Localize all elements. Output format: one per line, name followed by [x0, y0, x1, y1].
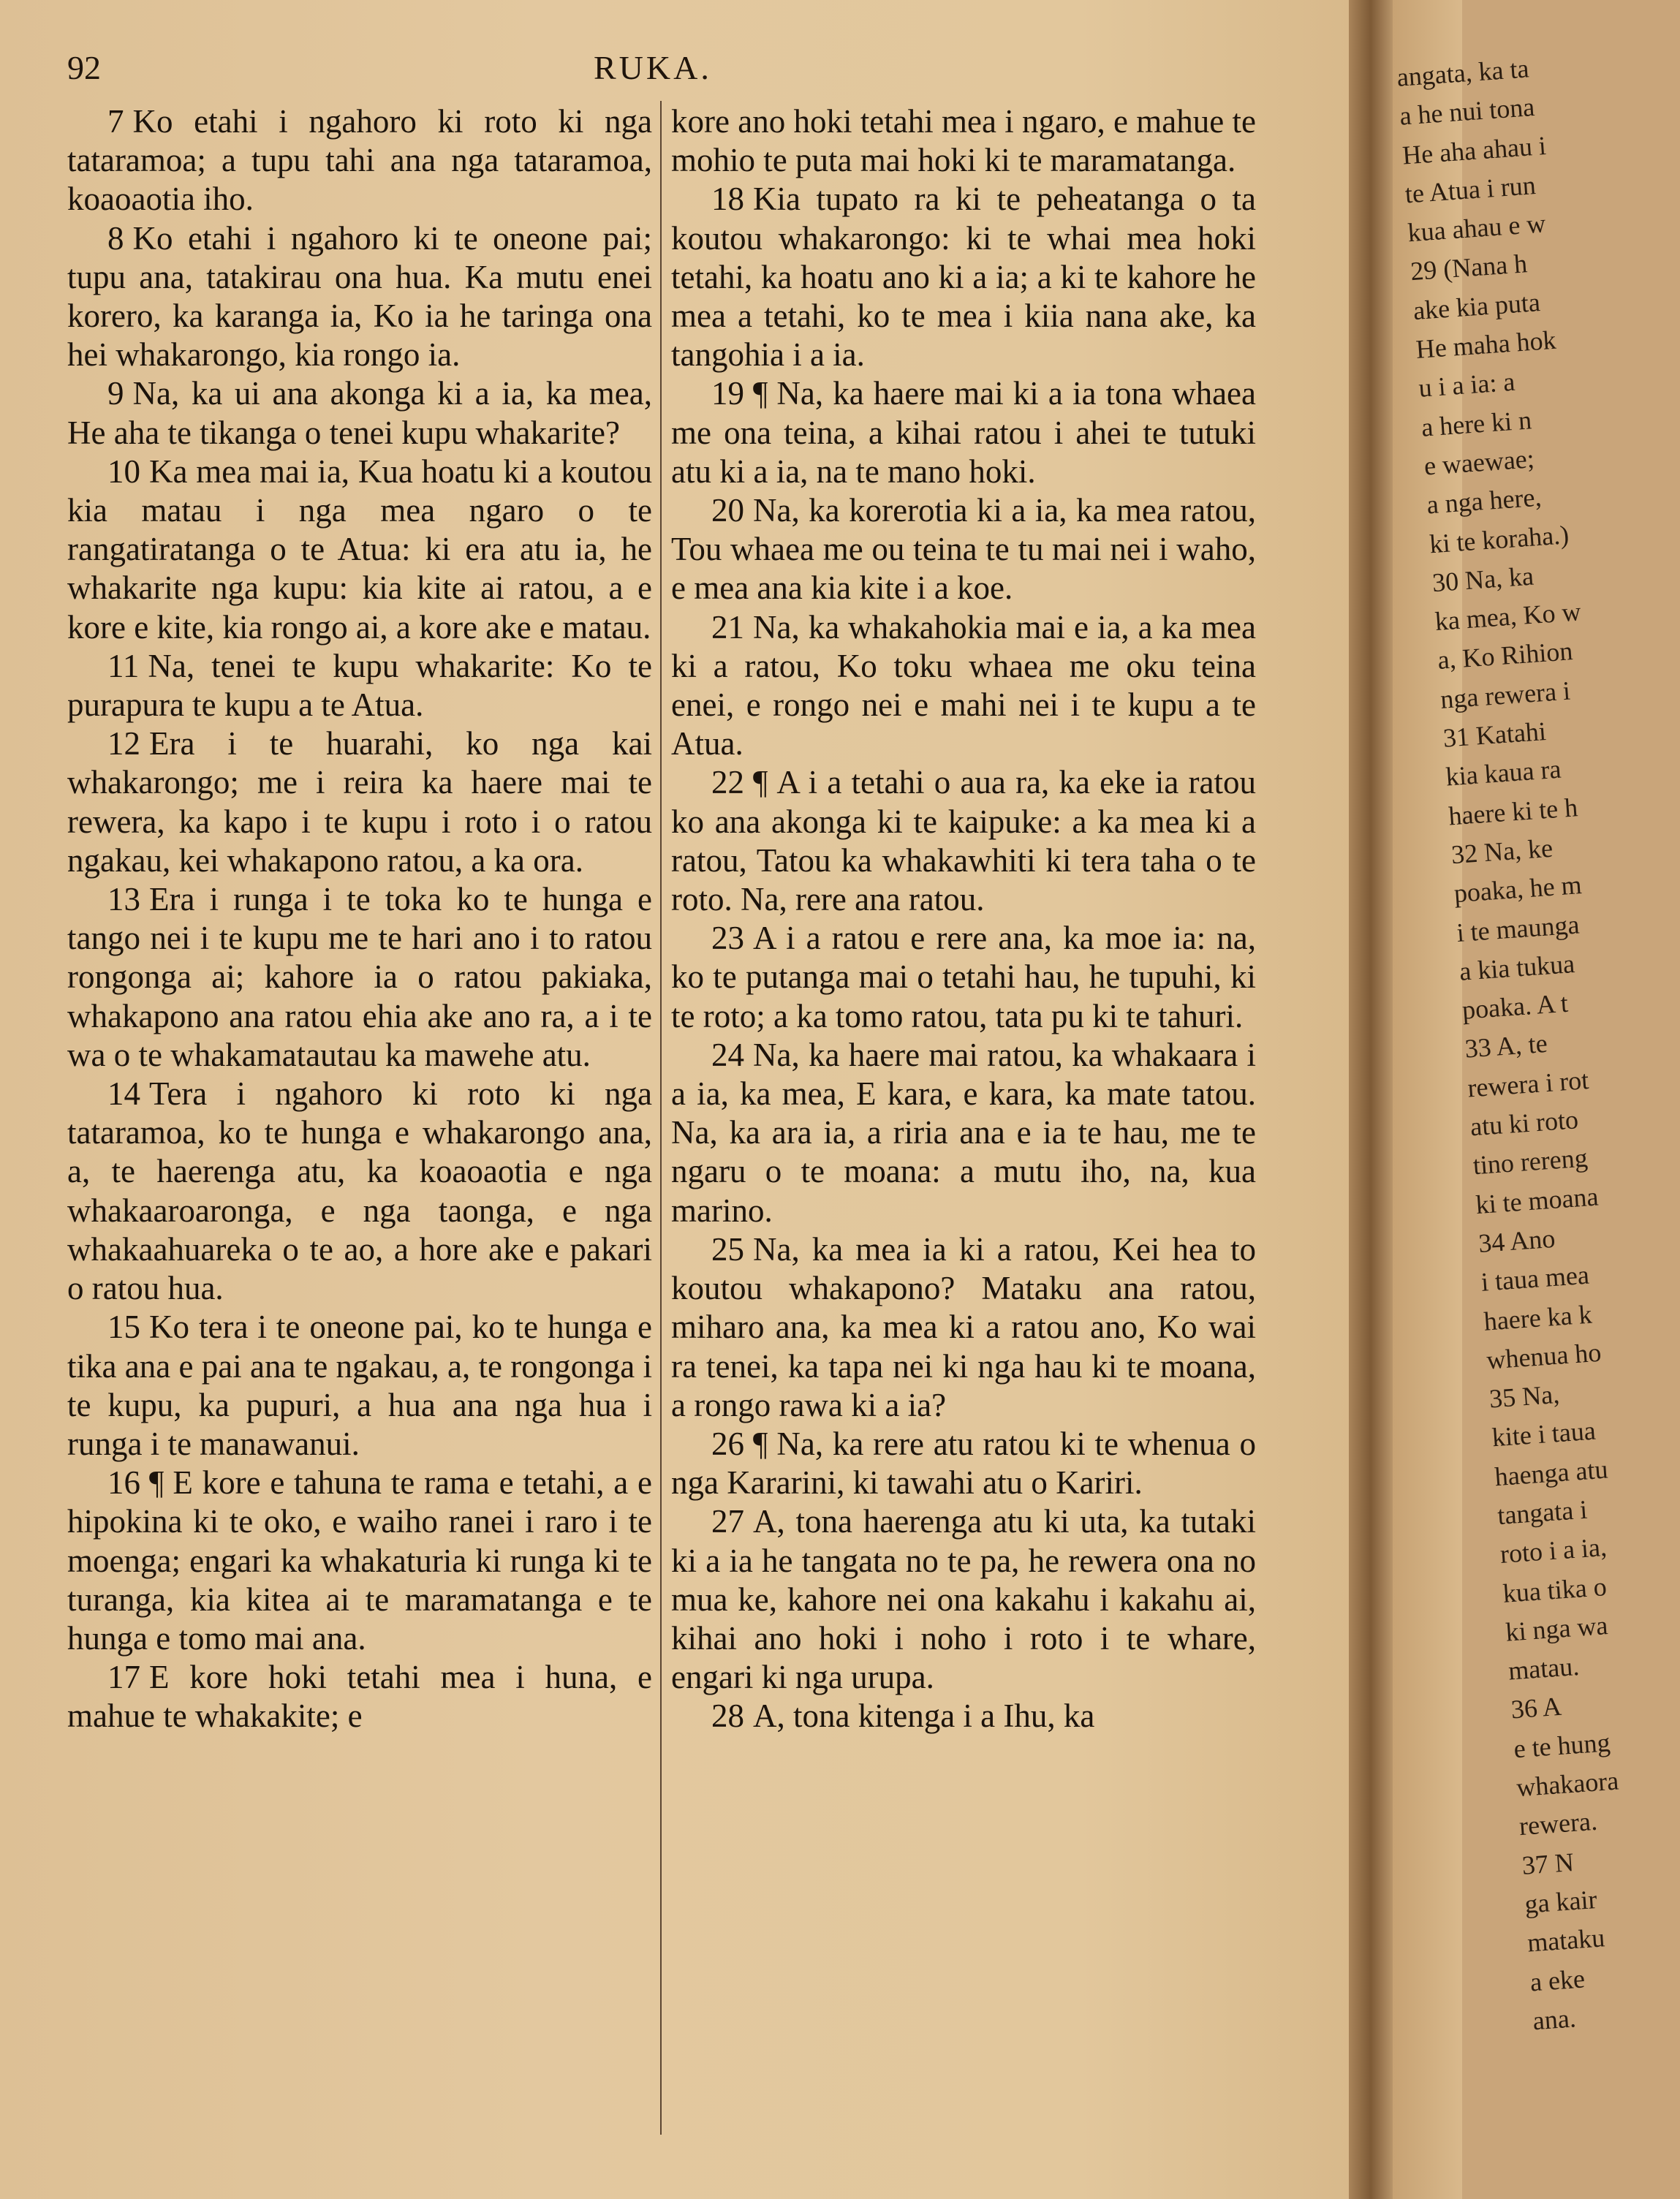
verse	[67, 102, 652, 219]
verse-text: A, tona haerenga atu ki uta, ka tutaki ki a ia he tangata no te pa, he rewera ona no mua ke, kahore nei ona kakahu i kakahu ai, kihai ano hoki i noho i roto i te whare, engari ki nga urupa.	[671, 1503, 1256, 1696]
facing-page-line: kua ahau e w	[1407, 208, 1547, 248]
verse	[671, 374, 1256, 491]
facing-page-line: haere ka k	[1483, 1299, 1593, 1336]
facing-page-line: tino rereng	[1472, 1143, 1589, 1181]
facing-page-line: 34 Ano	[1477, 1223, 1556, 1258]
facing-page-line: mataku	[1526, 1923, 1606, 1958]
facing-page-line: nga rewera i	[1439, 675, 1572, 714]
verse-number: 20	[711, 492, 744, 529]
verse	[67, 1464, 652, 1658]
verse-number: 28	[711, 1697, 744, 1735]
verse-text: Ko etahi i ngahoro ki roto ki nga tataramoa; a tupu tahi ana nga tataramoa, koaoaotia iho.	[67, 103, 652, 218]
facing-page-line: roto i a ia,	[1499, 1532, 1608, 1570]
paragraph-mark: ¶	[753, 764, 768, 801]
paragraph-mark: ¶	[149, 1464, 164, 1502]
verse-number: 18	[711, 181, 744, 218]
facing-page-line: ki te koraha.)	[1429, 519, 1570, 559]
facing-page-line: ga kair	[1524, 1884, 1598, 1919]
book-gutter	[1349, 0, 1393, 2199]
verse-number: 11	[107, 647, 140, 684]
verse-text: Na, ka haere mai ratou, ka whakaara i a ia, ka mea, E kara, e kara, ka mate tatou. Na, ka ara ia, a riria ana e ia te hau, me te ngaru o te moana: a mutu iho, na, kua marino.	[671, 1036, 1256, 1229]
verse-number: 22	[711, 764, 744, 801]
facing-page-line: 35 Na,	[1488, 1379, 1561, 1414]
verse	[67, 1075, 652, 1308]
verse	[671, 180, 1256, 374]
facing-page-line: angata, ka ta	[1396, 53, 1530, 92]
verse	[671, 763, 1256, 919]
facing-page-line: whenua ho	[1486, 1337, 1603, 1375]
verse	[671, 1425, 1256, 1502]
verse-text: Na, ka korerotia ki a ia, ka mea ratou, Tou whaea me ou teina te tu mai nei i waho, e mea ana kia kite i a koe.	[671, 492, 1256, 607]
verse-text: Kia tupato ra ki te peheatanga o ta koutou whakarongo: ki te whai mea hoki tetahi, ka hoatu ano ki a ia; a ki te kahore he mea a tetahi, ko te mea i kiia nana ake, ka tangohia i a ia.	[671, 181, 1256, 374]
facing-page-line: rewera i rot	[1467, 1064, 1590, 1103]
verse-number: 14	[107, 1075, 140, 1113]
verse-text: A i a tetahi o aua ra, ka eke ia ratou ko ana akonga ki te kaipuke: a ka mea ki a ratou, Tatou ka whakawhiti ki tera taha o te roto. Na, rere ana ratou.	[671, 764, 1256, 918]
facing-page-line: e te hung	[1513, 1727, 1611, 1764]
verse-text: A i a ratou e rere ana, ka moe ia: na, ko te putanga mai o tetahi hau, he tupuhi, ki te roto; a ka tomo ratou, tata pu ki te tahuri.	[671, 920, 1256, 1034]
verse-continuation: kore ano hoki tetahi mea i ngaro, e mahue te mohio te puta mai hoki ki te maramatanga.	[671, 103, 1256, 179]
verse-number: 15	[107, 1309, 140, 1346]
facing-page-edge	[1393, 0, 1620, 2199]
facing-page-line: a here ki n	[1420, 404, 1533, 442]
facing-page-text	[1396, 49, 1665, 2040]
verse-text: Ko tera i te oneone pai, ko te hunga e tika ana e pai ana te ngakau, a, te rongonga i te kupu, ka pupuri, a hua ana nga hua i runga i te manawanui.	[67, 1309, 652, 1462]
right-column	[671, 102, 1256, 1736]
column-divider	[660, 101, 662, 2135]
verse-number: 8	[107, 219, 124, 257]
verse-text: Na, ka ui ana akonga ki a ia, ka mea, He aha te tikanga o tenei kupu whakarite?	[67, 375, 652, 451]
verse-number: 23	[711, 920, 744, 957]
verse-number: 12	[107, 725, 140, 762]
verse-number: 19	[711, 375, 744, 412]
facing-page-line: ki nga wa	[1505, 1610, 1609, 1647]
verse-text: Na, ka haere mai ki a ia tona whaea me ona teina, a kihai ratou i ahei te tutuki atu ki a ia, na te mano hoki.	[671, 375, 1256, 490]
verse-number: 24	[711, 1036, 744, 1073]
facing-page-line: He maha hok	[1415, 325, 1557, 365]
verse-text: Ka mea mai ia, Kua hoatu ki a koutou kia matau i nga mea ngaro o te rangatiratanga o te Atua: ki era atu ia, he whakarite nga kupu: kia kite ai ratou, a e kore e kite, kia rongo ai, a kore ake e matau.	[67, 453, 652, 646]
facing-page-line: 36 A	[1510, 1692, 1563, 1725]
verse	[671, 1036, 1256, 1230]
verse	[671, 919, 1256, 1036]
facing-page-line: 31 Katahi	[1442, 716, 1548, 753]
verse-number: 21	[711, 608, 744, 646]
verse	[671, 1230, 1256, 1425]
verse-number: 27	[711, 1503, 744, 1540]
facing-page-line: whakaora	[1516, 1765, 1620, 1803]
verse	[67, 880, 652, 1075]
verse-number: 25	[711, 1230, 744, 1268]
verse	[671, 608, 1256, 764]
facing-page-line: 37 N	[1521, 1847, 1575, 1880]
facing-page-line: a kia tukua	[1458, 948, 1576, 986]
facing-page-line: rewera.	[1518, 1806, 1599, 1842]
verse-text: E kore hoki tetahi mea i huna, e mahue te whakakite; e	[67, 1659, 652, 1735]
facing-page-line: a, Ko Rihion	[1437, 636, 1574, 675]
running-head: RUKA.	[594, 49, 712, 86]
verse-text: Era i runga i te toka ko te hunga e tango nei i te kupu me te hari ano i to ratou rongonga ai; kahore ia o ratou pakiaka, whakapono ana ratou ehia ake ano ra, a i te wa o te whakamatautau ka mawehe atu.	[67, 881, 652, 1073]
facing-page-line: 30 Na, ka	[1431, 561, 1535, 598]
facing-page-line: ana.	[1532, 2003, 1577, 2036]
paragraph-mark: ¶	[753, 1425, 768, 1462]
facing-page-line: i te maunga	[1456, 909, 1581, 947]
facing-page-line: 33 A, te	[1464, 1029, 1548, 1064]
facing-page-line: haere ki te h	[1448, 792, 1579, 831]
verse-text: A, tona kitenga i a Ihu, ka	[753, 1697, 1095, 1735]
facing-page-line: kia kaua ra	[1445, 754, 1562, 792]
verse-number: 7	[107, 103, 124, 140]
paragraph-mark: ¶	[753, 375, 768, 412]
facing-page-line: a he nui tona	[1399, 92, 1536, 132]
facing-page-line: poaka. A t	[1461, 988, 1570, 1025]
verse	[67, 1658, 652, 1736]
facing-page-line: ki te moana	[1475, 1181, 1600, 1219]
verse	[671, 491, 1256, 608]
facing-page-line: ake kia puta	[1412, 287, 1542, 325]
facing-page-line: He aha ahau i	[1401, 130, 1548, 170]
verse	[67, 219, 652, 375]
facing-page-line: e waewae;	[1423, 444, 1535, 481]
facing-page-line: i taua mea	[1480, 1260, 1591, 1298]
verse-text: Na, ka mea ia ki a ratou, Kei hea to koutou whakapono? Mataku ana ratou, miharo ana, ka mea ki a ratou ano, Ko wai ra tenei, ka tapa nei ki nga hau ki te moana, a rongo rawa ki a ia?	[671, 1230, 1256, 1423]
facing-page-line: u i a ia: a	[1418, 367, 1516, 404]
facing-page-line: kite i taua	[1491, 1415, 1597, 1453]
verse-text: Ko etahi i ngahoro ki te oneone pai; tupu ana, tatakirau ona hua. Ka mutu enei korero, ka karanga ia, Ko ia he taringa ona hei whakarongo, kia rongo ia.	[67, 219, 652, 374]
facing-page-line: kua tika o	[1502, 1571, 1608, 1608]
facing-page-line: poaka, he m	[1453, 870, 1583, 909]
verse-text: Na, ka rere atu ratou ki te whenua o nga Kararini, ki tawahi atu o Kariri.	[671, 1425, 1256, 1502]
verse-text: E kore e tahuna te rama e tetahi, a e hipokina ki te oko, e waiho ranei i raro i te moenga; engari ka whakaturia ki runga ki te turanga, kia kitea ai te maramatanga e te hunga e tomo mai ana.	[67, 1464, 652, 1657]
facing-page-line: a eke	[1529, 1963, 1586, 1997]
verse	[67, 453, 652, 647]
verse-text: Tera i ngahoro ki roto ki nga tataramoa, ko te hunga e whakarongo ana, a, te haerenga atu, ka koaoaotia e nga whakaaroaronga, e nga taonga, e nga whakaahuareka o te ao, a hore ake e pakari o ratou hua.	[67, 1075, 652, 1307]
facing-page-line: haenga atu	[1494, 1454, 1609, 1491]
verse	[671, 1502, 1256, 1697]
verse	[67, 724, 652, 880]
verse	[67, 647, 652, 724]
verse-number: 13	[107, 881, 140, 918]
page-header	[67, 48, 1252, 85]
verse-text: Na, ka whakahokia mai e ia, a ka mea ki a ratou, Ko toku whaea me oku teina enei, e rongo nei e mahi nei i te kupu a te Atua.	[671, 608, 1256, 762]
facing-page-line: 29 (Nana h	[1410, 249, 1529, 287]
verse	[671, 1697, 1256, 1736]
verse-number: 26	[711, 1425, 744, 1462]
verse-number: 10	[107, 453, 140, 490]
facing-page-line: a nga here,	[1426, 482, 1543, 520]
verse	[67, 374, 652, 452]
verse-number: 9	[107, 375, 124, 412]
facing-page-line: 32 Na, ke	[1450, 833, 1554, 870]
page-number: 92	[67, 49, 101, 86]
verse	[67, 1308, 652, 1464]
facing-page-line: tangata i	[1496, 1494, 1589, 1531]
verse-number: 17	[107, 1659, 140, 1696]
facing-page-line: matau.	[1507, 1651, 1581, 1686]
facing-page-line: ka mea, Ko w	[1434, 597, 1582, 637]
verse-text: Na, tenei te kupu whakarite: Ko te purapura te kupu a te Atua.	[67, 647, 652, 724]
verse-text: Era i te huarahi, ko nga kai whakarongo; me i reira ka haere mai te rewera, ka kapo i te kupu i roto i o ratou ngakau, kei whakapono ratou, a ka ora.	[67, 725, 652, 879]
left-column	[67, 102, 652, 1736]
facing-page-line: te Atua i run	[1404, 170, 1537, 209]
facing-page-line: atu ki roto	[1469, 1105, 1580, 1142]
verse-number: 16	[107, 1464, 140, 1502]
